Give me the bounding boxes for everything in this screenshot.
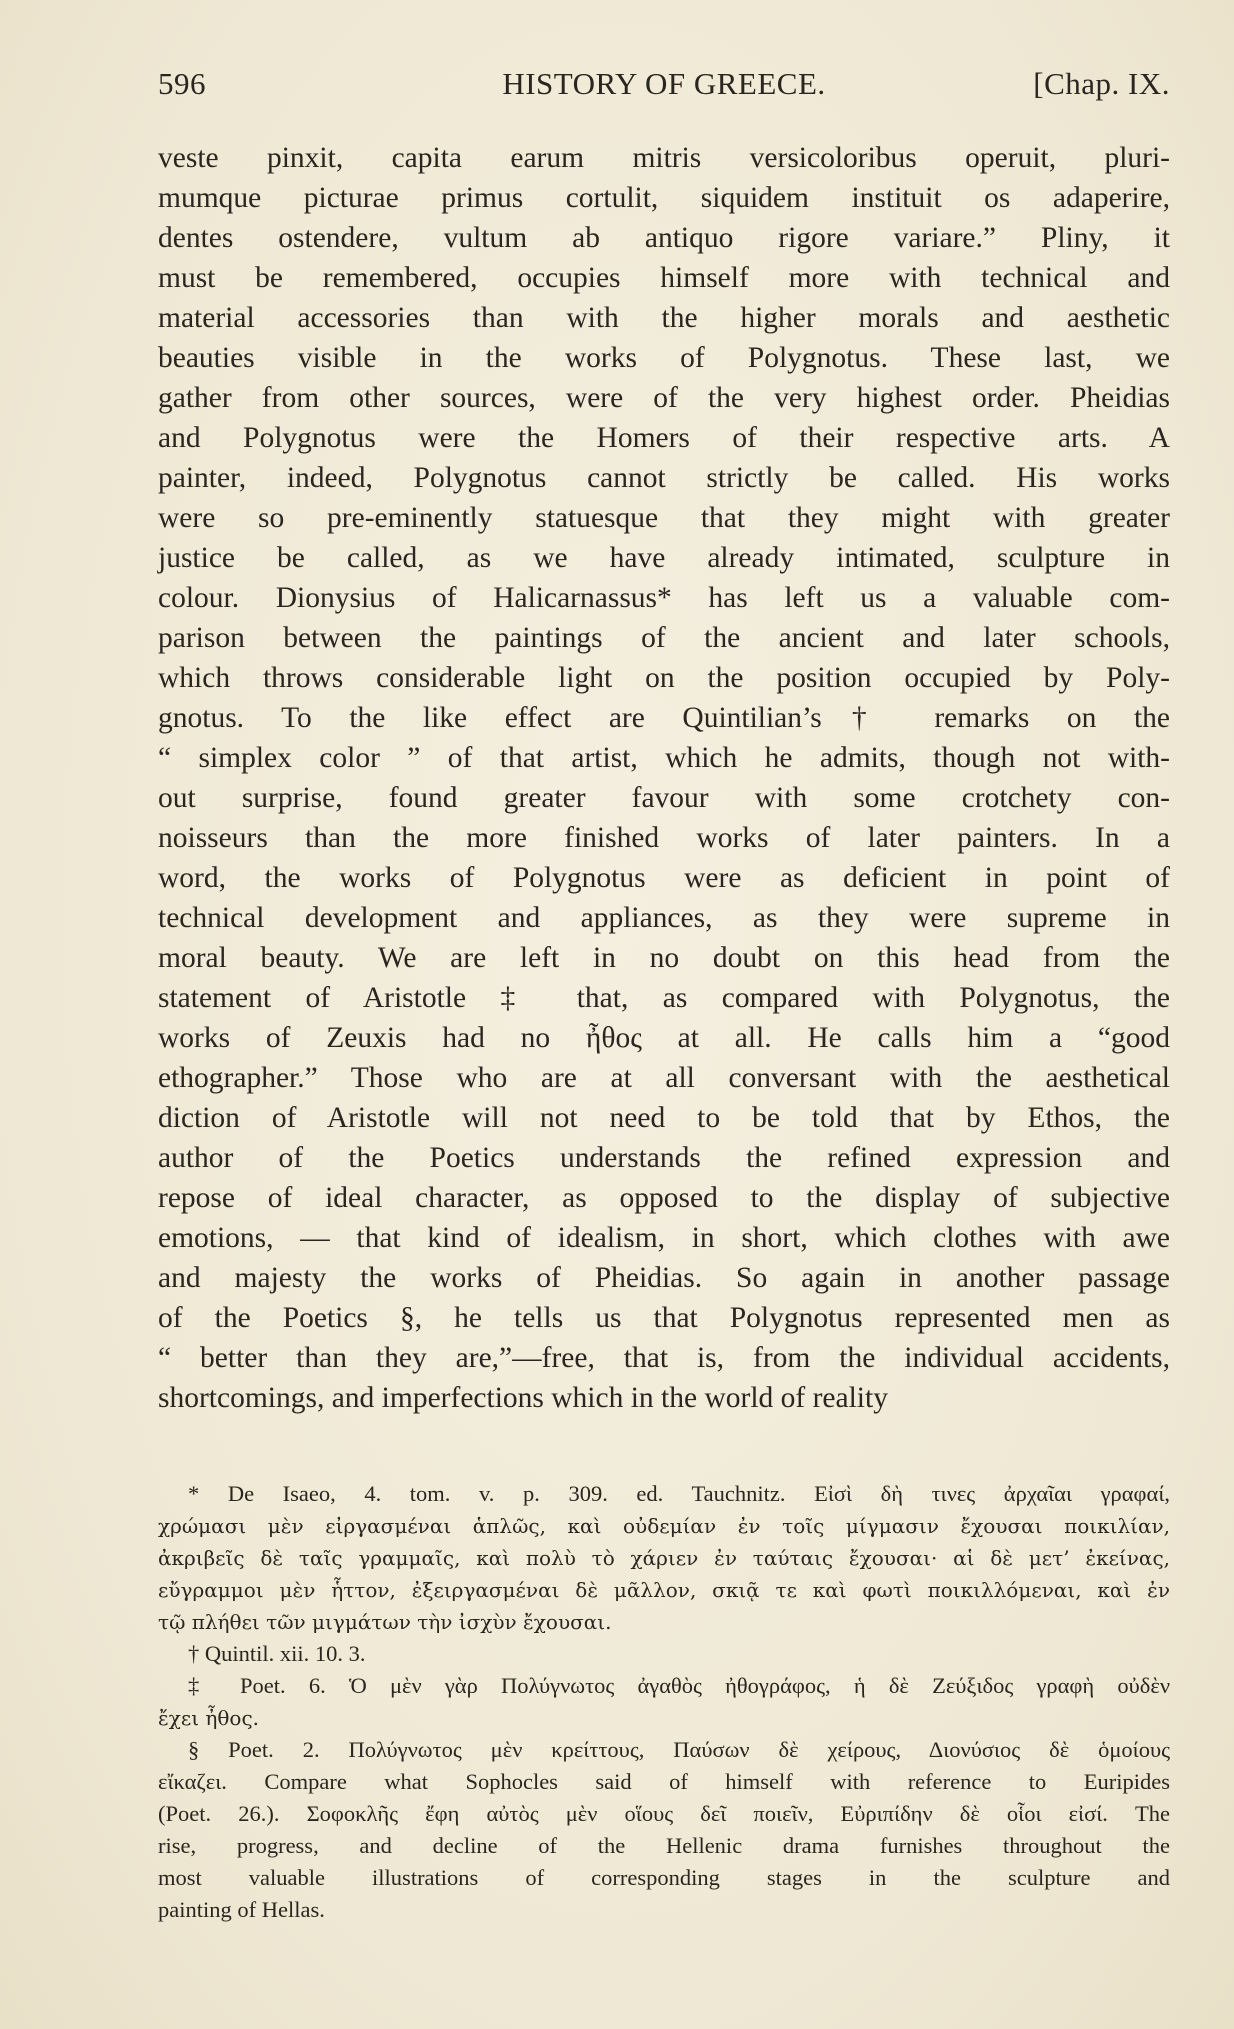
text-line: and Polygnotus were the Homers of their respective arts. A (158, 422, 1170, 454)
text-line: mumque picturae primus cortulit, siquidem instituit os adaperire, (158, 182, 1170, 214)
footnote-line: most valuable illustrations of corresponding stages in the sculpture and (158, 1865, 1170, 1890)
text-line: painter, indeed, Polygnotus cannot strictly be called. His works (158, 462, 1170, 494)
footnote-line: εἴκαζει. Compare what Sophocles said of himself with reference to Euripides (158, 1769, 1170, 1794)
text-line: colour. Dionysius of Halicarnassus* has left us a valuable com- (158, 582, 1170, 614)
footnote-line: εὔγραμμοι μὲν ἧττον, ἐξειργασμέναι δὲ μᾶλλον, σκιᾷ τε καὶ φωτὶ ποικιλλόμεναι, καὶ ἐν (158, 1578, 1170, 1602)
text-line: veste pinxit, capita earum mitris versicoloribus operuit, pluri- (158, 142, 1170, 174)
text-line: technical development and appliances, as they were supreme in (158, 902, 1170, 934)
footnote-line: rise, progress, and decline of the Hellenic drama furnishes throughout the (158, 1833, 1170, 1858)
text-line: gnotus. To the like effect are Quintilian’s† remarks on the (158, 702, 1170, 734)
text-line: were so pre-eminently statuesque that they might with greater (158, 502, 1170, 534)
footnote-line: ἀκριβεῖς δὲ ταῖς γραμμαῖς, καὶ πολὺ τὸ χάριεν ἐν ταύταις ἔχουσαι· αἱ δὲ μετ’ ἐκείνας, (158, 1546, 1170, 1570)
text-line: must be remembered, occupies himself more with technical and (158, 262, 1170, 294)
text-line: shortcomings, and imperfections which in the world of reality (158, 1382, 888, 1414)
chapter-reference: [Chap. IX. (1033, 66, 1170, 101)
page-header (158, 66, 1170, 108)
text-line: “ simplex color ” of that artist, which he admits, though not with- (158, 742, 1170, 774)
text-line: “ better than they are,”—free, that is, from the individual accidents, (158, 1342, 1170, 1374)
footnote-line: (Poet. 26.). Σοφοκλῆς ἔφη αὐτὸς μὲν οἵους δεῖ ποιεῖν, Εὐριπίδην δὲ οἷοι εἰσί. The (158, 1801, 1170, 1826)
text-line: ethographer.” Those who are at all conversant with the aesthetical (158, 1062, 1170, 1094)
footnote-line: ‡ Poet. 6. Ὁ μὲν γὰρ Πολύγνωτος ἀγαθὸς ἠθογράφος, ἡ δὲ Ζεύξιδος γραφὴ οὐδὲν (188, 1673, 1170, 1698)
page-number: 596 (158, 66, 206, 101)
running-title: HISTORY OF GREECE. (502, 66, 826, 101)
text-line: author of the Poetics understands the refined expression and (158, 1142, 1170, 1174)
text-line: diction of Aristotle will not need to be told that by Ethos, the (158, 1102, 1170, 1134)
text-line: noisseurs than the more finished works of later painters. In a (158, 822, 1170, 854)
main-text (158, 138, 1170, 1418)
text-line: parison between the paintings of the ancient and later schools, (158, 622, 1170, 654)
text-line: statement of Aristotle ‡ that, as compared with Polygnotus, the (158, 982, 1170, 1014)
text-line: which throws considerable light on the position occupied by Poly- (158, 662, 1170, 694)
text-line: emotions, — that kind of idealism, in short, which clothes with awe (158, 1222, 1170, 1254)
text-line: repose of ideal character, as opposed to the display of subjective (158, 1182, 1170, 1214)
footnote-line: τῷ πλήθει τῶν μιγμάτων τὴν ἰσχὺν ἔχουσαι. (158, 1610, 612, 1634)
text-line: moral beauty. We are left in no doubt on this head from the (158, 942, 1170, 974)
footnote-line: ἔχει ἦθος. (158, 1706, 260, 1730)
text-line: works of Zeuxis had no ἦθος at all. He calls him a “good (158, 1022, 1170, 1054)
text-line: justice be called, as we have already intimated, sculpture in (158, 542, 1170, 574)
text-line: dentes ostendere, vultum ab antiquo rigore variare.” Pliny, it (158, 222, 1170, 254)
text-line: material accessories than with the higher morals and aesthetic (158, 302, 1170, 334)
text-line: beauties visible in the works of Polygnotus. These last, we (158, 342, 1170, 374)
text-line: and majesty the works of Pheidias. So again in another passage (158, 1262, 1170, 1294)
text-line: word, the works of Polygnotus were as deficient in point of (158, 862, 1170, 894)
footnote-line: § Poet. 2. Πολύγνωτος μὲν κρείττους, Παύσων δὲ χείρους, Διονύσιος δὲ ὁμοίους (188, 1737, 1170, 1762)
footnote-line: painting of Hellas. (158, 1897, 325, 1922)
text-line: gather from other sources, were of the very highest order. Pheidias (158, 382, 1170, 414)
text-line: out surprise, found greater favour with some crotchety con- (158, 782, 1170, 814)
footnote-line: * De Isaeo, 4. tom. v. p. 309. ed. Tauchnitz. Εἰσὶ δὴ τινες ἀρχαῖαι γραφαί, (188, 1481, 1170, 1506)
text-line: of the Poetics §, he tells us that Polygnotus represented men as (158, 1302, 1170, 1334)
footnote-line: χρώμασι μὲν εἰργασμέναι ἁπλῶς, καὶ οὐδεμίαν ἐν τοῖς μίγμασιν ἔχουσαι ποικιλίαν, (158, 1514, 1170, 1538)
footnotes (158, 1478, 1170, 1926)
footnote-line: † Quintil. xii. 10. 3. (188, 1641, 366, 1666)
